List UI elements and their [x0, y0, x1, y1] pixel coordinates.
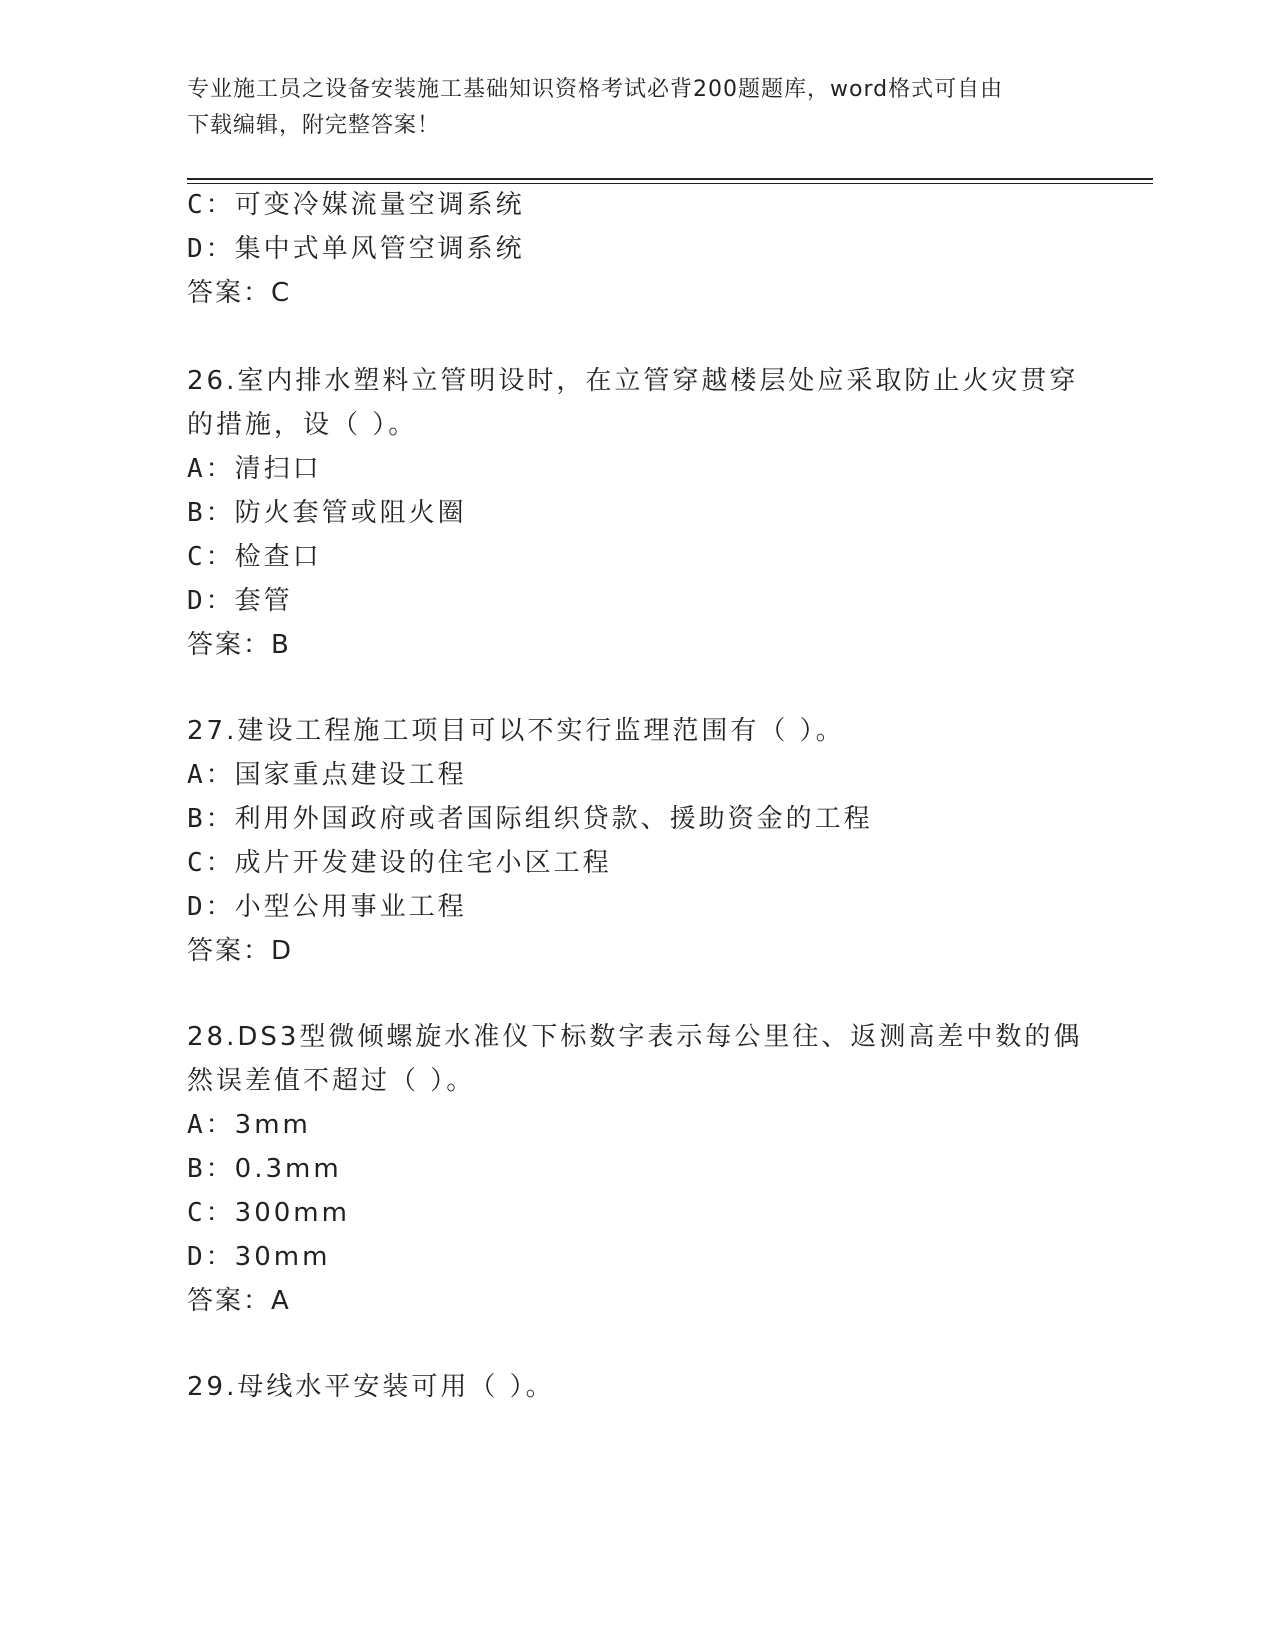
option-d	[187, 1240, 330, 1274]
option-c	[187, 1196, 350, 1230]
option-letter: D：	[187, 234, 235, 264]
option-c	[187, 846, 612, 880]
option-c	[187, 540, 322, 574]
option-d	[187, 890, 467, 924]
question-26-stem-line-1: 26.室内排水塑料立管明设时，在立管穿越楼层处应采取防止火灾贯穿	[187, 366, 1079, 396]
question-27-stem-line-1: 27.建设工程施工项目可以不实行监理范围有（ ）。	[187, 716, 845, 746]
answer-line: 答案：B	[187, 630, 291, 660]
answer-line: 答案：D	[187, 936, 294, 966]
answer-line: 答案：A	[187, 1286, 291, 1316]
option-a	[187, 452, 322, 486]
option-b	[187, 496, 467, 530]
option-text: 成片开发建设的住宅小区工程	[234, 848, 612, 878]
option-letter: D：	[187, 892, 235, 922]
option-text: 小型公用事业工程	[234, 892, 467, 922]
option-letter: D：	[187, 586, 235, 616]
option-letter: B：	[187, 498, 235, 528]
document-title-line-2: 下载编辑，附完整答案！	[187, 113, 441, 138]
option-text: 检查口	[234, 542, 322, 572]
answer-line: 答案：C	[187, 278, 292, 308]
option-text: 利用外国政府或者国际组织贷款、援助资金的工程	[234, 804, 873, 834]
question-28-stem-line-1: 28.DS3型微倾螺旋水准仪下标数字表示每公里往、返测高差中数的偶	[187, 1022, 1083, 1052]
option-letter: B：	[187, 804, 235, 834]
question-26-stem-line-2: 的措施，设（ ）。	[187, 410, 418, 440]
option-text: 3mm	[234, 1110, 311, 1140]
header-divider-thick	[187, 178, 1153, 180]
option-text: 国家重点建设工程	[234, 760, 467, 790]
option-letter: C：	[187, 190, 235, 220]
header-divider-thin	[187, 183, 1153, 184]
option-text: 集中式单风管空调系统	[234, 234, 525, 264]
option-b	[187, 802, 873, 836]
option-text: 套管	[234, 586, 293, 616]
option-d	[187, 584, 293, 618]
option-letter: A：	[187, 760, 235, 790]
option-letter: C：	[187, 542, 235, 572]
option-text: 300mm	[234, 1198, 350, 1228]
document-title	[187, 72, 1087, 144]
question-29-stem-line-1: 29.母线水平安装可用（ ）。	[187, 1372, 555, 1402]
question-28-stem-line-2: 然误差值不超过（ ）。	[187, 1066, 476, 1096]
option-d	[187, 232, 525, 266]
option-text: 可变冷媒流量空调系统	[234, 190, 525, 220]
option-letter: A：	[187, 454, 235, 484]
option-c	[187, 188, 525, 222]
option-a	[187, 1108, 311, 1142]
option-letter: B：	[187, 1154, 235, 1184]
option-letter: D：	[187, 1242, 235, 1272]
option-text: 清扫口	[234, 454, 322, 484]
option-text: 0.3mm	[234, 1154, 342, 1184]
option-b	[187, 1152, 342, 1186]
option-letter: C：	[187, 848, 235, 878]
option-a	[187, 758, 467, 792]
option-letter: C：	[187, 1198, 235, 1228]
option-text: 30mm	[234, 1242, 331, 1272]
document-title-line-1: 专业施工员之设备安装施工基础知识资格考试必背200题题库，word格式可自由	[187, 77, 1004, 102]
option-letter: A：	[187, 1110, 235, 1140]
option-text: 防火套管或阻火圈	[234, 498, 467, 528]
